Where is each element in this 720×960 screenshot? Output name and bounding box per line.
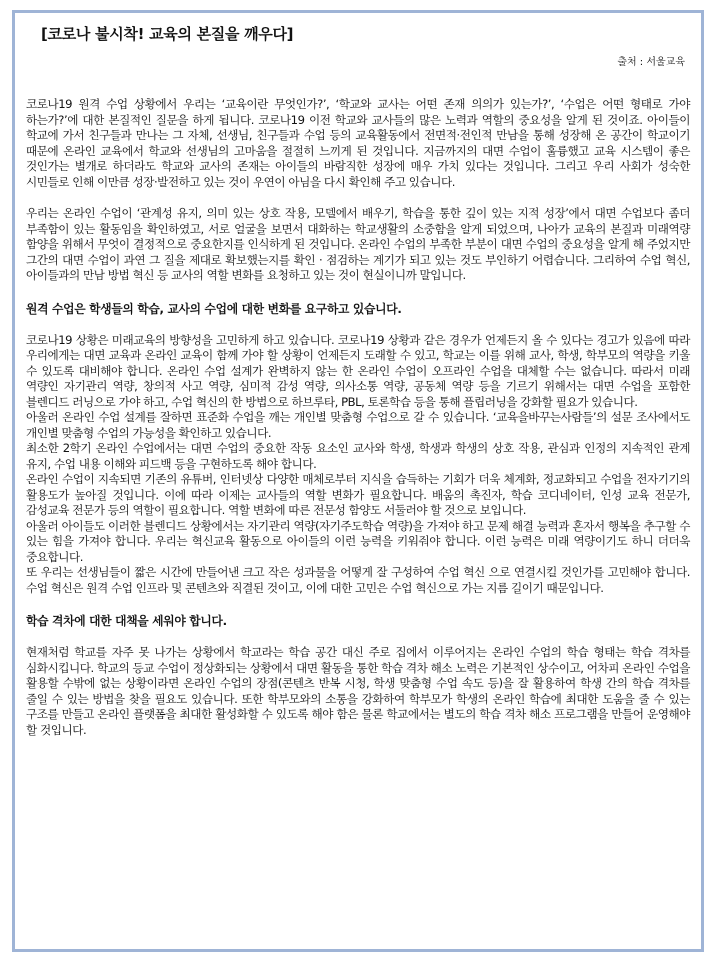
body-paragraph: 아울러 아이들도 이러한 블렌디드 상황에서는 자기관리 역량(자기주도학습 역량)을 가져야 하고 문제 해결 능력과 혼자서 행복을 추구할 수 있는 힘을 가져야 합니다. 우리는 혁신교육 활동으로 아이들의 이런 능력을 키워줘야 합니다. 이런 능력은 미래 역량이기도 하니 더더욱 중요합니다. (26, 518, 690, 564)
body-paragraph: 현재처럼 학교를 자주 못 나가는 상황에서 학교라는 학습 공간 대신 주로 집에서 이루어지는 온라인 수업의 학습 형태는 학습 격차를 심화시킵니다. 학교의 등교 수업이 정상화되는 상황에서 대면 활동을 통한 학습 격차 해소 노력은 기본적인 상수이고, 어차피 온라인 수업을 활용할 수밖에 없는 상황이라면 온라인 수업의 장점(콘텐츠 반복 시청, 학생 맞춤형 수업 속도 등)을 잘 활용하여 학생 간의 학습 격차를 줄일 수 있는 방법을 찾을 필요도 있습니다. 또한 학부모와의 소통을 강화하여 학부모가 학생의 온라인 학습에 최대한 도움을 줄 수 있는 구조를 만들고 온라인 플랫폼을 최대한 활성화할 수 있도록 해야 함은 물론 학교에서는 별도의 학습 격차 해소 프로그램을 만들어 운영해야 할 것입니다. (26, 645, 690, 737)
body-paragraph: 또 우리는 선생님들이 짧은 시간에 만들어낸 크고 작은 성과물을 어떻게 잘 구성하여 수업 혁신 으로 연결시킬 것인가를 고민해야 합니다. 수업 혁신은 원격 수업 인프라 및 콘텐츠와 직결된 것이고, 이에 대한 고민은 수업 혁신으로 가는 지름 길이기 때문입니다. (26, 565, 690, 595)
body-paragraph: 코로나19 상황은 미래교육의 방향성을 고민하게 하고 있습니다. 코로나19 상황과 같은 경우가 언제든지 올 수 있다는 경고가 있음에 따라 우리에게는 대면 교육과 온라인 교육이 함께 가야 할 상황이 언제든지 도래할 수 있고, 학교는 이를 위해 교사, 학생, 학부모의 역량을 키울 수 있도록 대비해야 합니다. 온라인 수업 설계가 완벽하지 않는 한 온라인 수업이 오프라인 수업을 대체할 수는 없습니다. 따라서 미래 역량인 자기관리 역량, 창의적 사고 역량, 심미적 감성 역량, 의사소통 역량, 공동체 역량 등을 기르기 위해서는 대면 수업을 포함한 블렌디드 러닝으로 가야 하고, 수업 혁신의 한 방법으로 하브루타, PBL, 토론학습 등을 통해 플립러닝을 강화할 필요가 있습니다. (26, 332, 690, 409)
document-body (26, 97, 690, 754)
source-credit: 출처 : 서울교육 (617, 57, 685, 68)
intro-paragraph: 우리는 온라인 수업이 ‘관계성 유지, 의미 있는 상호 작용, 모델에서 배우기, 학습을 통한 깊이 있는 지적 성장’에서 대면 수업보다 좀더 부족함이 있는 활동임을 확인하였고, 서로 얼굴을 보면서 대화하는 학교생활의 소중함을 알게 되었으며, 나아가 교육의 본질과 미래역량 함양을 위해서 무엇이 결정적으로 중요한지를 인식하게 된 것입니다. 온라인 수업의 부족한 부분이 대면 수업의 중요성을 알게 해 주었지만 그간의 대면 수업이 과연 그 질을 제대로 확보했는지를 확인 · 점검하는 계기가 되고 있는 것도 부인하기 어렵습니다. 그리하여 수업 혁신, 아이들과의 만남 방법 혁신 등 교사의 역할 변화를 요청하고 있는 것이 현실이니까 말입니다. (26, 206, 690, 282)
intro-paragraph: 코로나19 원격 수업 상황에서 우리는 ‘교육이란 무엇인가?’, ‘학교와 교사는 어떤 존재 의의가 있는가?’, ‘수업은 어떤 형태로 가야 하는가?’에 대한 본질적인 질문을 하게 됩니다. 코로나19 이전 학교와 교사들의 많은 노력과 역할의 중요성을 알게 된 것이죠. 아이들이 학교에 가서 친구들과 만나는 그 자체, 선생님, 친구들과 수업 등의 교육활동에서 전면적·전인적 만남을 통해 성장해 온 공간이 학교이기 때문에 온라인 교육에서 학교와 선생님의 고마움을 절절히 느끼게 된 것입니다. 지금까지의 대면 수업이 훌륭했고 교육 시스템이 좋은 것인가는 별개로 하더라도 학교와 교사의 존재는 아이들의 바람직한 성장에 매우 가치 있다는 것입니다. 그리고 우리 사회가 성숙한 시민들로 인해 이만큼 성장·발전하고 있는 것이 우연이 아님을 다시 확인해 주고 있습니다. (26, 97, 690, 189)
document-title: [코로나 불시착! 교육의 본질을 깨우다] (41, 25, 294, 43)
body-paragraph: 온라인 수업이 지속되면 기존의 유튜버, 인터넷상 다양한 매체로부터 지식을 습득하는 기회가 더욱 체계화, 정교화되고 수업을 전자기기의 활용도가 높아질 것입니다. 이에 따라 이제는 교사들의 역할 변화가 필요합니다. 배움의 촉진자, 학습 코디네이터, 인성 교육 전문가, 감성교육 전문가 등의 역할이 필요합니다. 역할 변화에 따른 전문성 함양도 서둘러야 할 것으로 보입니다. (26, 472, 690, 517)
document-frame (12, 10, 704, 952)
section-heading: 학습 격차에 대한 대책을 세워야 합니다. (26, 614, 227, 628)
body-paragraph: 최소한 2학기 온라인 수업에서는 대면 수업의 중요한 작동 요소인 교사와 학생, 학생과 학생의 상호 작용, 관심과 인정의 지속적인 관계 유지, 수업 내용 이해와 피드백 등을 구현하도록 해야 합니다. (26, 441, 690, 471)
body-paragraph: 아울러 온라인 수업 설계를 잘하면 표준화 수업을 깨는 개인별 맞춤형 수업으로 갈 수 있습니다. ‘교육을바꾸는사람들’의 설문 조사에서도 개인별 맞춤형 수업의 가능성을 확인하고 있습니다. (26, 410, 690, 440)
section-heading: 원격 수업은 학생들의 학습, 교사의 수업에 대한 변화를 요구하고 있습니다. (26, 301, 402, 316)
